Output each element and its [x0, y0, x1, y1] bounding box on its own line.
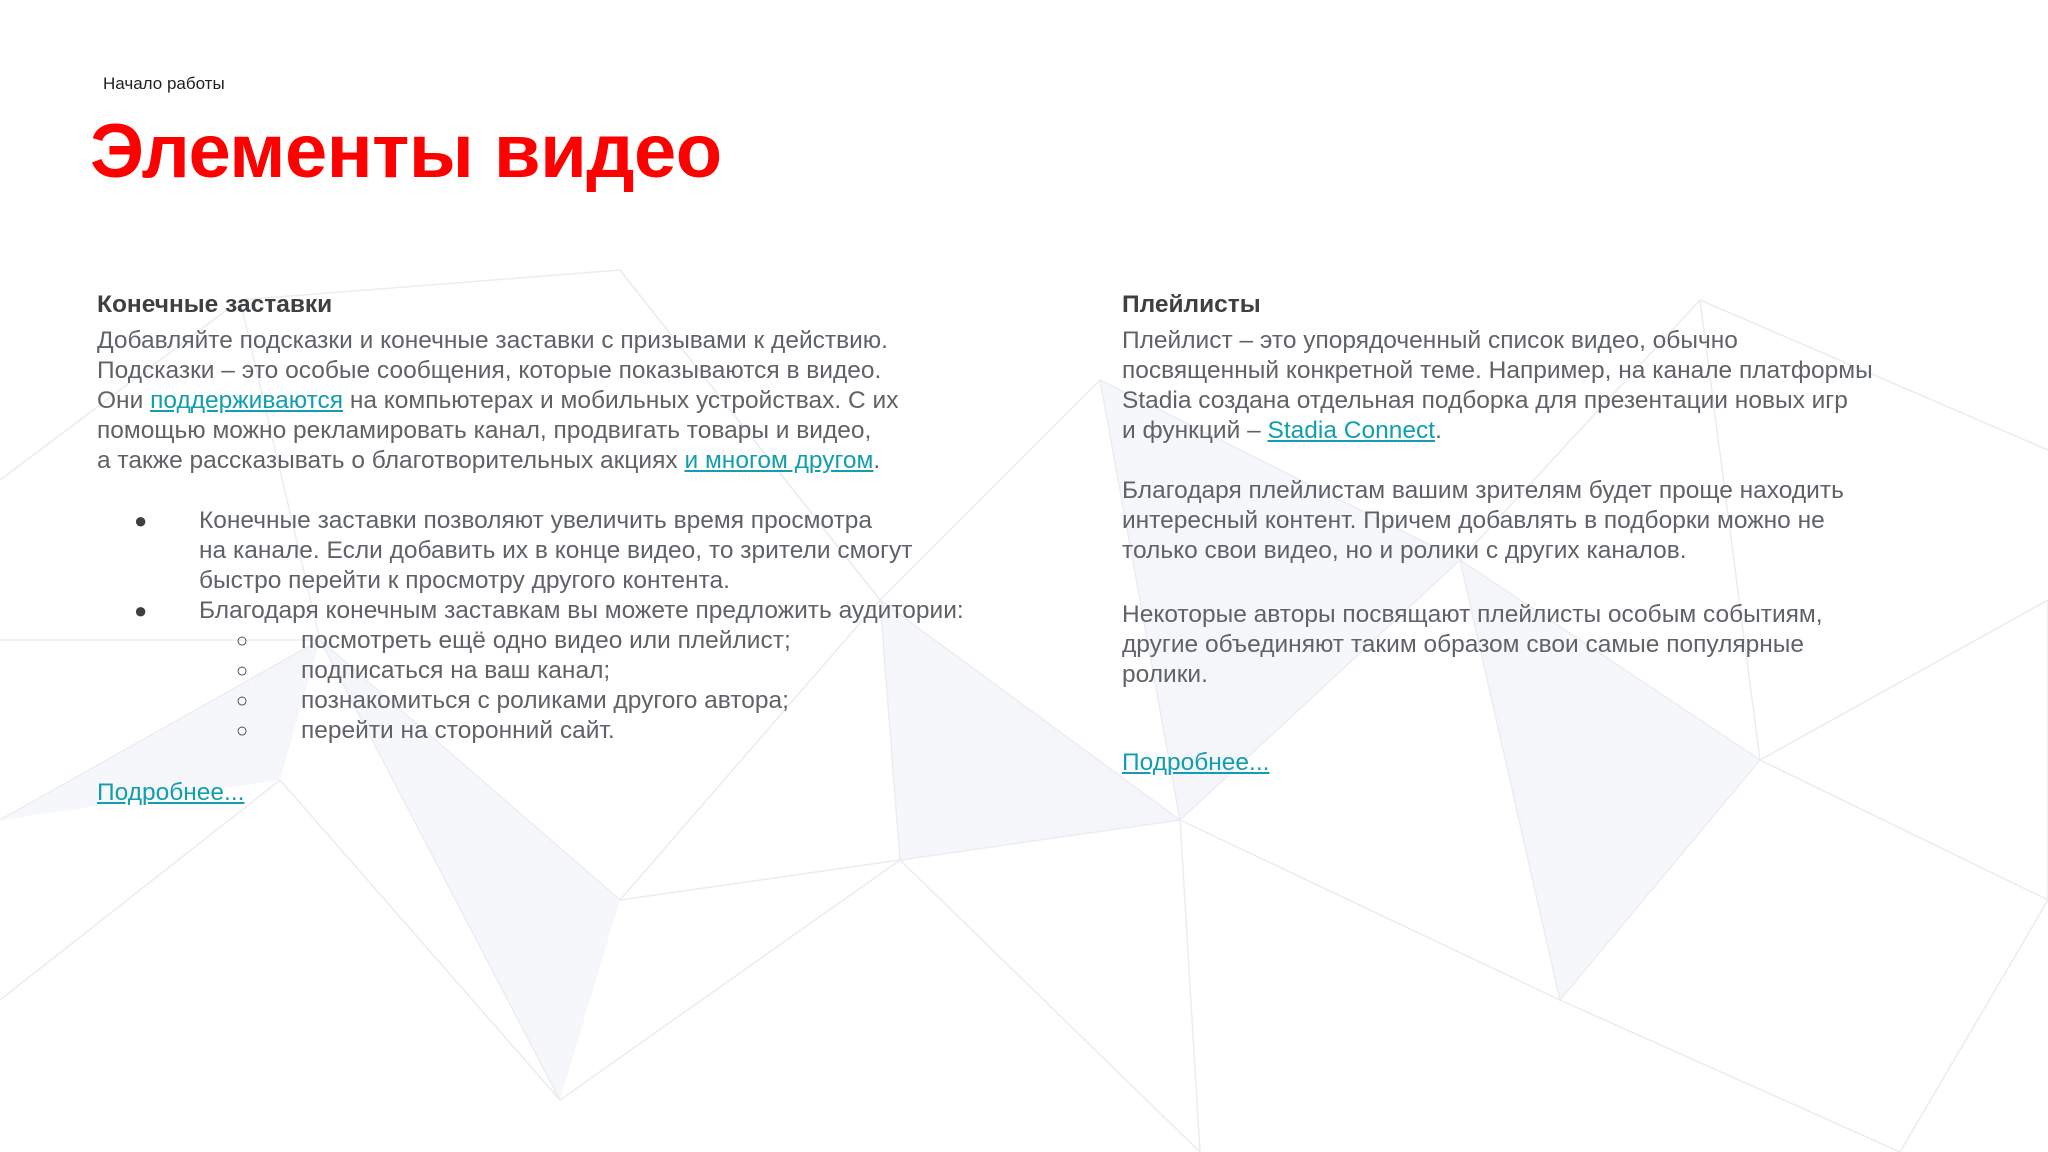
paragraph-line: Некоторые авторы посвящают плейлисты особым событиям, — [1122, 601, 1823, 628]
spacer — [1122, 566, 2022, 600]
intro-line-3-after: на компьютерах и мобильных устройствах. С их — [343, 387, 899, 414]
playlists-paragraph-1 — [1122, 326, 2022, 446]
list-item — [199, 626, 1047, 656]
sub-item-text: посмотреть ещё одно видео или плейлист; — [301, 627, 791, 654]
list-item — [97, 596, 1047, 746]
sub-item-text: подписаться на ваш канал; — [301, 657, 611, 684]
intro-line-5-before: а также рассказывать о благотворительных акциях — [97, 447, 685, 474]
sub-item-text: перейти на сторонний сайт. — [301, 717, 615, 744]
sub-item-text: познакомиться с роликами другого автора; — [301, 687, 789, 714]
end-screens-bullet-list — [97, 506, 1047, 746]
spacer — [97, 476, 1047, 506]
stadia-connect-link[interactable]: Stadia Connect — [1267, 417, 1436, 444]
paragraph-line: Благодаря плейлистам вашим зрителям будет проще находить — [1122, 477, 1844, 504]
list-item — [199, 686, 1047, 716]
paragraph-line: посвященный конкретной теме. Например, на канале платформы — [1122, 357, 1873, 384]
bullet-1-line-2: на канале. Если добавить их в конце видео, то зрители смогут — [199, 537, 913, 564]
playlists-column — [1122, 290, 2022, 778]
bullet-marker: ● — [134, 508, 148, 533]
intro-line-5-after: . — [873, 447, 881, 474]
sub-bullet-marker: ○ — [236, 660, 249, 682]
end-screens-intro — [97, 326, 1047, 476]
sub-bullet-list — [199, 626, 1047, 746]
intro-line-2: Подсказки – это особые сообщения, которые показываются в видео. — [97, 357, 882, 384]
end-screens-column — [97, 290, 1047, 808]
intro-line-1: Добавляйте подсказки и конечные заставки с призывами к действию. — [97, 327, 888, 354]
bullet-marker: ● — [134, 598, 148, 623]
playlists-paragraph-2 — [1122, 476, 2022, 566]
playlists-heading: Плейлисты — [1122, 291, 1261, 318]
list-item — [199, 656, 1047, 686]
list-item — [97, 506, 1047, 596]
paragraph-line: только свои видео, но и ролики с других каналов. — [1122, 537, 1687, 564]
playlists-learn-more-link[interactable]: Подробнее... — [1122, 749, 1270, 776]
end-screens-heading: Конечные заставки — [97, 291, 333, 318]
paragraph-line: интересный контент. Причем добавлять в подборки можно не — [1122, 507, 1825, 534]
paragraph-line: и функций – — [1122, 417, 1268, 444]
paragraph-line-end: . — [1435, 417, 1442, 444]
bullet-1-line-1: Конечные заставки позволяют увеличить время просмотра — [199, 507, 872, 534]
bullet-1-line-3: быстро перейти к просмотру другого контента. — [199, 567, 730, 594]
paragraph-line: другие объединяют таким образом свои самые популярные — [1122, 631, 1805, 658]
paragraph-line: Stadia создана отдельная подборка для презентации новых игр — [1122, 387, 1848, 414]
much-more-link[interactable]: и многом другом — [684, 447, 874, 474]
section-eyebrow: Начало работы — [103, 74, 225, 93]
spacer — [1122, 446, 2022, 476]
end-screens-learn-more-link[interactable]: Подробнее... — [97, 779, 245, 806]
sub-bullet-marker: ○ — [236, 720, 249, 742]
sub-bullet-marker: ○ — [236, 630, 249, 652]
slide-title: Элементы видео — [90, 109, 722, 194]
intro-line-3-before: Они — [97, 387, 151, 414]
paragraph-line: Плейлист – это упорядоченный список видео, обычно — [1122, 327, 1738, 354]
paragraph-line: ролики. — [1122, 661, 1208, 688]
intro-line-4: помощью можно рекламировать канал, продвигать товары и видео, — [97, 417, 872, 444]
bullet-2-line-1: Благодаря конечным заставкам вы можете предложить аудитории: — [199, 597, 964, 624]
supported-link[interactable]: поддерживаются — [150, 387, 344, 414]
playlists-paragraph-3 — [1122, 600, 2022, 690]
sub-bullet-marker: ○ — [236, 690, 249, 712]
list-item — [199, 716, 1047, 746]
